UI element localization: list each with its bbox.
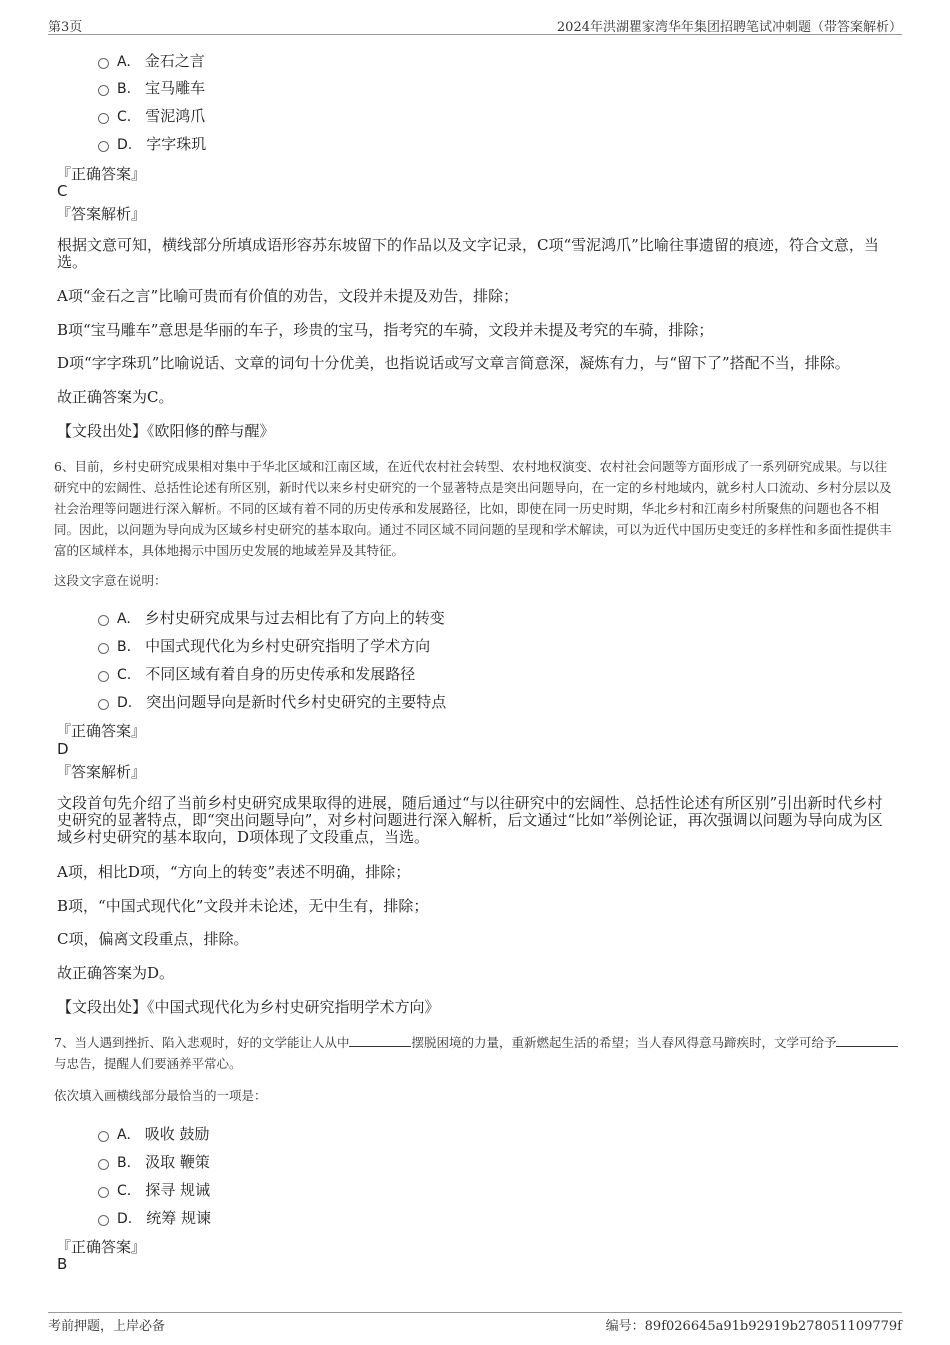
q6-analysis-4: C项，偏离文段重点，排除。 [57, 930, 249, 948]
q6-analysis-5: 故正确答案为D。 [57, 964, 175, 982]
q7-option-a[interactable]: A. 吸收 鼓励 [98, 1123, 210, 1144]
q5-analysis-4: D项“字字珠玑”比喻说话、文章的词句十分优美，也指说话或写文章言简意深，凝炼有力，与“留下了”搭配不当，排除。 [57, 354, 850, 372]
q5-source: 【文段出处】《欧阳修的醉与醒》 [57, 422, 275, 440]
q6-option-b[interactable]: B. 中国式现代化为乡村史研究指明了学术方向 [98, 635, 430, 656]
blank-line [836, 1034, 898, 1047]
blank-line [349, 1034, 411, 1047]
footer-slogan: 考前押题，上岸必备 [48, 1319, 166, 1334]
radio-icon[interactable] [98, 1187, 109, 1198]
q6-analysis-3: B项，“中国式现代化”文段并未论述，无中生有，排除； [57, 897, 429, 915]
q5-option-a[interactable]: A. 金石之言 [98, 50, 205, 71]
q5-option-b[interactable]: B. 宝马雕车 [98, 77, 205, 98]
q5-option-c[interactable]: C. 雪泥鸿爪 [98, 105, 205, 126]
q7-answer-label: 『正确答案』 [56, 1238, 147, 1256]
document-title: 2024年洪湖瞿家湾华年集团招聘笔试冲刺题（带答案解析） [556, 20, 902, 35]
radio-icon[interactable] [98, 615, 109, 626]
q6-stem: 6、目前，乡村史研究成果相对集中于华北区域和江南区域，在近代农村社会转型、农村地权演变、农村社会问题等方面形成了一系列研究成果。与以往研究中的宏阔性、总括性论述有所区别，新时代以来乡村史研究的一个显著特点是突出问题导向，在一定的乡村地域内，就乡村人口流动、乡村分层以及社会治理等问题进行深入解析。不同的区域有着不同的历史传承和发展路径，比如，即使在同一历史时期，华北乡村和江南乡村所聚焦的问题也各不相同。因此，以问题为导向成为区域乡村史研究的基本取向。通过不同区域不同问题的呈现和学术解读，可以为近代中国历史变迁的多样性和多面性提供丰富的区域样本，具体地揭示中国历史发展的地域差异及其特征。 [54, 459, 892, 558]
q5-analysis-1: 根据文意可知，横线部分所填成语形容苏东坡留下的作品以及文字记录，C项“雪泥鸿爪”比喻往事遗留的痕迹，符合文意，当选。 [57, 236, 879, 271]
q6-option-d[interactable]: D. 突出问题导向是新时代乡村史研究的主要特点 [98, 691, 446, 712]
radio-icon[interactable] [98, 671, 109, 682]
radio-icon[interactable] [98, 1215, 109, 1226]
q6-source: 【文段出处】《中国式现代化为乡村史研究指明学术方向》 [57, 998, 440, 1016]
q7-question: 依次填入画横线部分最恰当的一项是： [54, 1088, 267, 1103]
q6-option-c[interactable]: C. 不同区域有着自身的历史传承和发展路径 [98, 663, 415, 684]
page-footer [48, 1312, 902, 1334]
radio-icon[interactable] [98, 113, 109, 124]
q5-analysis-label: 『答案解析』 [56, 205, 147, 223]
q7-stem: 7、当人遇到挫折、陷入悲观时，好的文学能让人从中 摆脱困境的力量，重新燃起生活的希望；当人春风得意马蹄疾时，文学可给予与忠告，提醒人们要涵养平常心。 [54, 1032, 899, 1074]
q5-analysis-2: A项“金石之言”比喻可贵而有价值的劝告，文段并未提及劝告，排除； [57, 287, 519, 305]
q5-analysis-3: B项“宝马雕车”意思是华丽的车子，珍贵的宝马，指考究的车骑，文段并未提及考究的车骑，排除； [57, 321, 714, 339]
radio-icon[interactable] [98, 141, 109, 152]
q5-analysis-5: 故正确答案为C。 [57, 388, 174, 406]
q6-analysis-label: 『答案解析』 [56, 763, 147, 781]
radio-icon[interactable] [98, 1159, 109, 1170]
q6-answer: D [57, 740, 69, 758]
page-number: 第3页 [48, 20, 83, 35]
radio-icon[interactable] [98, 699, 109, 710]
radio-icon[interactable] [98, 1131, 109, 1142]
q6-analysis-1: 文段首句先介绍了当前乡村史研究成果取得的进展，随后通过“与以往研究中的宏阔性、总括性论述有所区别”引出新时代乡村史研究的显著特点，即“突出问题导向”，对乡村问题进行深入解析，后文通过“比如”举例论证，再次强调以问题为导向成为区域乡村史研究的基本取向，D项体现了文段重点，当选。 [57, 794, 883, 846]
q7-option-c[interactable]: C. 探寻 规诫 [98, 1179, 210, 1200]
radio-icon[interactable] [98, 643, 109, 654]
q6-analysis-2: A项，相比D项，“方向上的转变”表述不明确，排除； [57, 863, 411, 881]
q7-option-b[interactable]: B. 汲取 鞭策 [98, 1151, 210, 1172]
q6-option-a[interactable]: A. 乡村史研究成果与过去相比有了方向上的转变 [98, 607, 445, 628]
radio-icon[interactable] [98, 58, 109, 69]
q5-answer-label: 『正确答案』 [56, 165, 147, 183]
radio-icon[interactable] [98, 85, 109, 96]
q7-answer: B [57, 1255, 68, 1273]
q6-answer-label: 『正确答案』 [56, 722, 147, 740]
q5-option-d[interactable]: D. 字字珠玑 [98, 133, 206, 154]
q6-question: 这段文字意在说明： [54, 573, 167, 588]
q7-option-d[interactable]: D. 统筹 规谏 [98, 1207, 211, 1228]
q5-answer: C [57, 182, 68, 200]
page-header [48, 14, 902, 35]
document-id: 编号：89f026645a91b92919b278051109779f [605, 1319, 902, 1334]
